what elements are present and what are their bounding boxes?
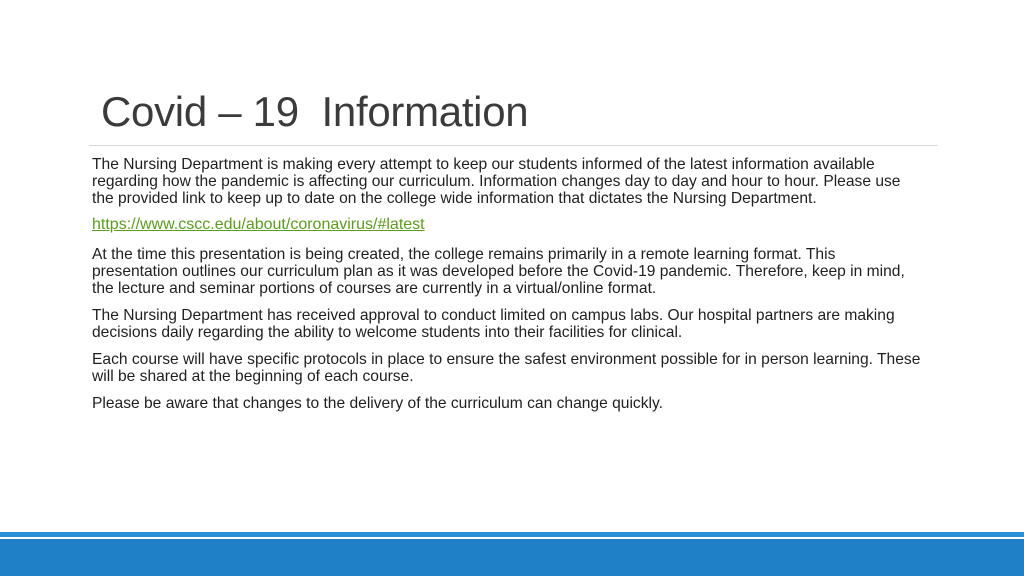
slide-title: Covid – 19 Information	[101, 88, 529, 135]
paragraph-protocols: Each course will have specific protocols in place to ensure the safest environment possible for in person learning. These will be shared at the beginning of each course.	[92, 351, 921, 385]
paragraph-campus-labs: The Nursing Department has received approval to conduct limited on campus labs. Our hospital partners are making decisions daily regarding the ability to welcome students into their facilities for clinical.	[92, 307, 895, 341]
paragraph-changes-notice: Please be aware that changes to the delivery of the curriculum can change quickly.	[92, 395, 663, 412]
paragraph-remote-learning: At the time this presentation is being created, the college remains primarily in a remote learning format. This presentation outlines our curriculum plan as it was developed before the Covid-19 pandemic. Therefore, keep in mind, the lecture and seminar portions of courses are currently in a virtual/online format.	[92, 246, 905, 297]
footer-band	[0, 539, 1024, 576]
slide-body	[92, 156, 922, 422]
paragraph-intro: The Nursing Department is making every attempt to keep our students informed of the latest information available regarding how the pandemic is affecting our curriculum. Information changes day to day and hour to hour. Please use the provided link to keep up to date on the college wide information that dictates the Nursing Department.	[92, 156, 901, 207]
title-divider	[89, 145, 938, 146]
coronavirus-info-link[interactable]: https://www.cscc.edu/about/coronavirus/#latest	[92, 216, 425, 233]
link-paragraph	[92, 216, 922, 233]
